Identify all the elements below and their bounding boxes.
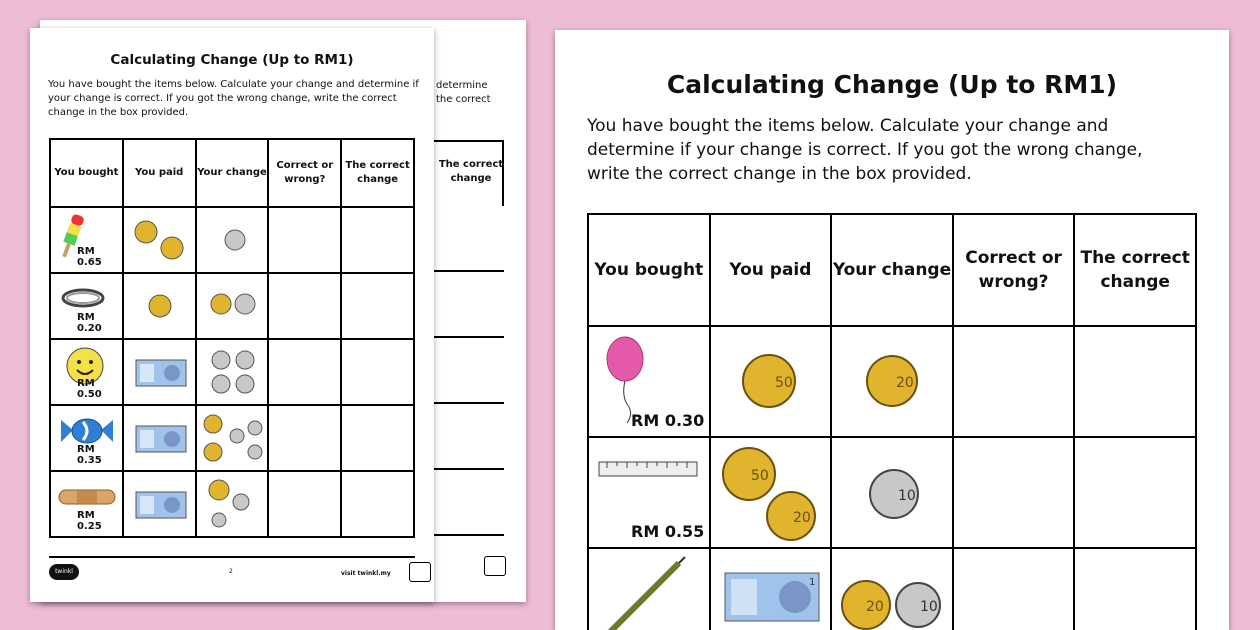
correct-or-wrong-input[interactable] bbox=[268, 471, 341, 537]
note-value-label: 1 bbox=[808, 577, 815, 588]
table-row bbox=[50, 207, 414, 273]
paid-cell bbox=[123, 273, 196, 339]
rm1-note-icon bbox=[711, 549, 831, 630]
rm1-note-icon bbox=[124, 340, 196, 404]
correct-or-wrong-input[interactable] bbox=[268, 207, 341, 273]
coin-value-label: 20 bbox=[866, 599, 885, 615]
left-worksheet bbox=[30, 28, 434, 602]
coins-paid-icon bbox=[124, 208, 196, 272]
header-correct-or-wrong: Correct or wrong? bbox=[953, 214, 1075, 326]
coin-value-label: 20 bbox=[896, 375, 915, 391]
correct-or-wrong-input[interactable] bbox=[953, 548, 1075, 630]
table-row bbox=[588, 437, 1196, 548]
change-cell bbox=[831, 548, 953, 630]
change-cell bbox=[196, 405, 269, 471]
coin-value-label: 10 bbox=[898, 488, 917, 504]
right-worksheet-instructions: You have bought the items below. Calculate your change and determine if your change is correct. If you got the wrong change, write the correct change in the box provided. bbox=[587, 116, 1143, 184]
change-cell bbox=[196, 273, 269, 339]
back-intro-fragment-1: determine bbox=[436, 80, 488, 91]
coins-paid-icon bbox=[124, 274, 196, 338]
footer-visit-text: visit twinkl.my bbox=[341, 570, 391, 577]
coin-value-label: 50 bbox=[750, 468, 769, 484]
right-worksheet-title: Calculating Change (Up to RM1) bbox=[666, 70, 1118, 99]
paid-cell bbox=[123, 207, 196, 273]
paid-cell bbox=[123, 405, 196, 471]
item-cell bbox=[50, 273, 123, 339]
coin-20-sen-icon bbox=[832, 327, 952, 437]
table-header-row bbox=[588, 214, 1196, 326]
coins-paid-icon bbox=[711, 438, 831, 548]
correct-change-input[interactable] bbox=[341, 471, 414, 537]
table-row bbox=[588, 326, 1196, 437]
item-price: RM 0.35 bbox=[77, 444, 102, 466]
coins-change-icon bbox=[197, 472, 269, 536]
back-intro-fragment-2: the correct bbox=[436, 94, 491, 105]
item-price: RM 0.65 bbox=[77, 246, 102, 268]
coin-10-sen-icon bbox=[832, 438, 952, 548]
item-price: RM 0.30 bbox=[631, 411, 705, 430]
left-worksheet-title: Calculating Change (Up to RM1) bbox=[110, 52, 354, 68]
header-correct-change: The correct change bbox=[1074, 214, 1196, 326]
item-cell bbox=[50, 471, 123, 537]
paid-cell bbox=[710, 548, 832, 630]
item-cell bbox=[50, 405, 123, 471]
coin-value-label: 10 bbox=[920, 599, 939, 615]
coins-change-icon bbox=[197, 274, 269, 338]
rm1-note-icon bbox=[124, 472, 196, 536]
table-row bbox=[50, 339, 414, 405]
back-header-correct-change: The correct change bbox=[438, 159, 504, 184]
coins-change-icon bbox=[197, 208, 269, 272]
correct-or-wrong-input[interactable] bbox=[953, 326, 1075, 437]
change-cell bbox=[196, 471, 269, 537]
pencil-icon bbox=[589, 549, 709, 630]
header-correct-change: The correct change bbox=[341, 139, 414, 207]
left-worksheet-footer bbox=[49, 556, 415, 586]
correct-or-wrong-input[interactable] bbox=[268, 339, 341, 405]
coins-change-icon bbox=[197, 340, 269, 404]
correct-change-input[interactable] bbox=[341, 405, 414, 471]
correct-change-input[interactable] bbox=[341, 273, 414, 339]
back-table-rows bbox=[432, 206, 504, 538]
item-cell bbox=[588, 437, 710, 548]
table-row bbox=[588, 548, 1196, 630]
item-cell bbox=[50, 207, 123, 273]
correct-or-wrong-input[interactable] bbox=[268, 405, 341, 471]
correct-change-input[interactable] bbox=[1074, 548, 1196, 630]
left-worksheet-instructions: You have bought the items below. Calculate your change and determine if your change is correct. If you got the wrong change, write the correct change in the box provided. bbox=[48, 79, 419, 118]
paid-cell bbox=[710, 326, 832, 437]
footer-badge-icon bbox=[409, 562, 431, 582]
header-you-bought: You bought bbox=[588, 214, 710, 326]
header-correct-or-wrong: Correct or wrong? bbox=[268, 139, 341, 207]
header-your-change: Your change bbox=[831, 214, 953, 326]
coin-50-sen-icon bbox=[711, 327, 831, 437]
item-price: RM 0.20 bbox=[77, 312, 102, 334]
item-cell bbox=[588, 326, 710, 437]
correct-change-input[interactable] bbox=[1074, 437, 1196, 548]
header-your-change: Your change bbox=[196, 139, 269, 207]
correct-or-wrong-input[interactable] bbox=[953, 437, 1075, 548]
twinkl-logo: twinkl bbox=[49, 564, 79, 580]
paid-cell bbox=[123, 471, 196, 537]
coins-change-icon bbox=[832, 549, 952, 630]
coin-value-label: 50 bbox=[774, 375, 793, 391]
page-number: 2 bbox=[229, 568, 233, 575]
table-row bbox=[50, 273, 414, 339]
item-price: RM 0.50 bbox=[77, 378, 102, 400]
change-cell bbox=[831, 437, 953, 548]
coins-change-icon bbox=[197, 406, 269, 470]
right-worksheet-table bbox=[587, 213, 1197, 630]
item-cell bbox=[50, 339, 123, 405]
right-worksheet bbox=[555, 30, 1229, 630]
change-cell bbox=[831, 326, 953, 437]
correct-change-input[interactable] bbox=[1074, 326, 1196, 437]
paid-cell bbox=[710, 437, 832, 548]
item-price: RM 0.55 bbox=[631, 522, 705, 541]
header-you-paid: You paid bbox=[123, 139, 196, 207]
header-you-paid: You paid bbox=[710, 214, 832, 326]
paid-cell bbox=[123, 339, 196, 405]
item-cell bbox=[588, 548, 710, 630]
table-header-row bbox=[50, 139, 414, 207]
rm1-note-icon bbox=[124, 406, 196, 470]
table-row bbox=[50, 471, 414, 537]
change-cell bbox=[196, 207, 269, 273]
change-cell bbox=[196, 339, 269, 405]
coin-value-label: 20 bbox=[792, 510, 811, 526]
table-row bbox=[50, 405, 414, 471]
correct-change-input[interactable] bbox=[341, 207, 414, 273]
back-badge bbox=[484, 556, 506, 576]
correct-change-input[interactable] bbox=[341, 339, 414, 405]
item-price: RM 0.25 bbox=[77, 510, 102, 532]
left-worksheet-table bbox=[49, 138, 415, 538]
header-you-bought: You bought bbox=[50, 139, 123, 207]
correct-or-wrong-input[interactable] bbox=[268, 273, 341, 339]
